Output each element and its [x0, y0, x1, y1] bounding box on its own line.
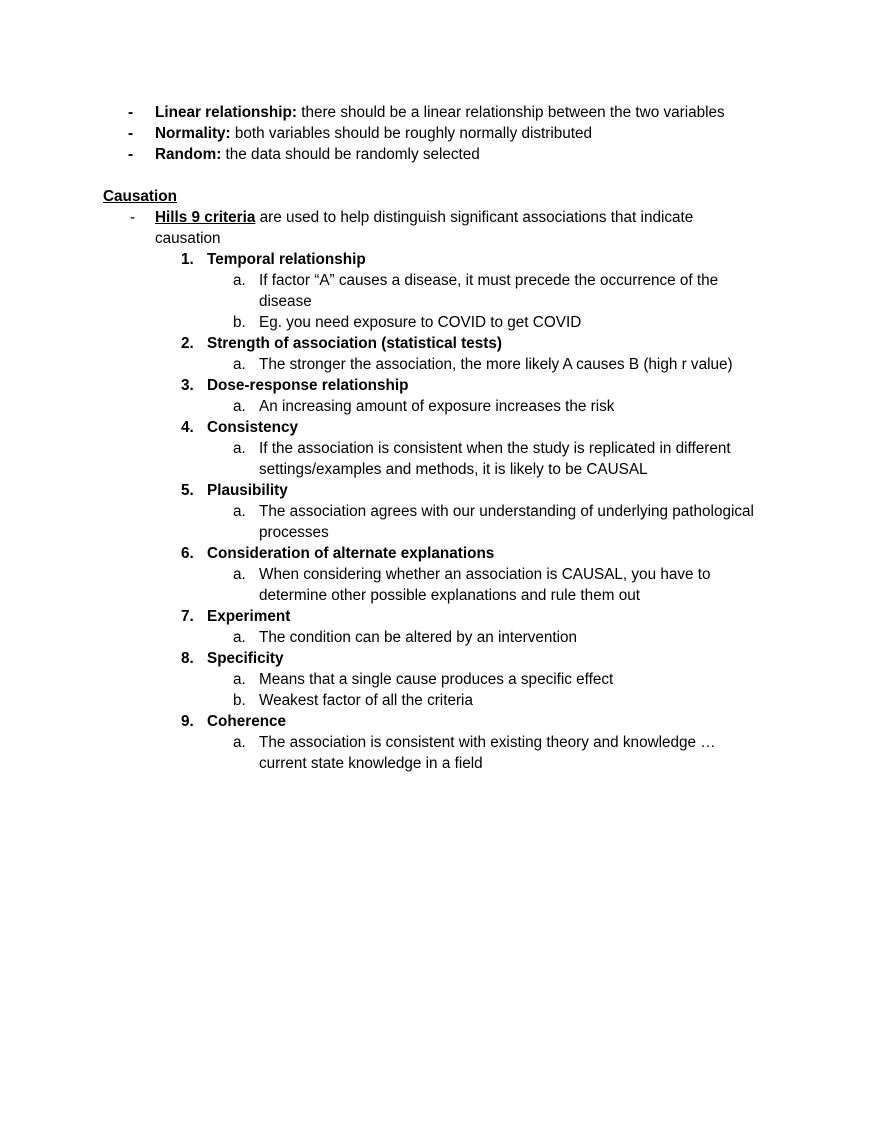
point-text: If the association is consistent when the study is replicated in different — [259, 440, 731, 457]
assumption-text: both variables should be roughly normally distributed — [230, 125, 593, 142]
point-letter: a. — [233, 566, 246, 583]
point-letter: a. — [233, 440, 246, 457]
point-text: The condition can be altered by an intervention — [259, 629, 578, 646]
point-text: Weakest factor of all the criteria — [259, 692, 473, 709]
assumption-random — [155, 144, 480, 165]
hills-criteria-term: Hills 9 criteria — [155, 209, 256, 226]
criterion-number: 1. — [181, 251, 194, 268]
assumption-term: Random: — [155, 146, 222, 163]
criterion-title: Plausibility — [207, 482, 288, 499]
criterion-title: Specificity — [207, 650, 284, 667]
point-letter: a. — [233, 272, 246, 289]
point-text-continued: processes — [259, 524, 329, 541]
assumption-normality — [155, 123, 592, 144]
point-text: An increasing amount of exposure increases the risk — [259, 398, 615, 415]
point-text: The association is consistent with existing theory and knowledge … — [259, 734, 716, 751]
criterion-title: Consistency — [207, 419, 298, 436]
point-text: Means that a single cause produces a specific effect — [259, 671, 614, 688]
point-letter: a. — [233, 671, 246, 688]
point-letter: b. — [233, 692, 246, 709]
intro-text: are used to help distinguish significant associations that indicate — [255, 209, 694, 226]
point-text: Eg. you need exposure to COVID to get COVID — [259, 314, 582, 331]
point-letter: a. — [233, 734, 246, 751]
criterion-title: Strength of association (statistical tests) — [207, 335, 502, 352]
criterion-number: 4. — [181, 419, 194, 436]
criterion-number: 5. — [181, 482, 194, 499]
assumption-term: Normality: — [155, 125, 231, 142]
bullet-marker: - — [130, 209, 136, 226]
point-text-continued: current state knowledge in a field — [259, 755, 483, 772]
point-text-continued: disease — [259, 293, 312, 310]
assumption-linear — [155, 102, 725, 123]
point-letter: a. — [233, 629, 246, 646]
point-text: The stronger the association, the more likely A causes B (high r value) — [259, 356, 733, 373]
point-letter: b. — [233, 314, 246, 331]
criterion-title: Consideration of alternate explanations — [207, 545, 495, 562]
bullet-marker: - — [128, 104, 134, 121]
criterion-number: 3. — [181, 377, 194, 394]
criterion-number: 7. — [181, 608, 194, 625]
intro-text-continued: causation — [155, 230, 221, 247]
hills-criteria-intro — [155, 207, 693, 228]
assumption-term: Linear relationship: — [155, 104, 297, 121]
point-text-continued: determine other possible explanations and rule them out — [259, 587, 640, 604]
point-letter: a. — [233, 398, 246, 415]
section-heading-causation: Causation — [103, 188, 177, 205]
criterion-title: Coherence — [207, 713, 287, 730]
assumption-text: the data should be randomly selected — [221, 146, 480, 163]
point-text: When considering whether an association is CAUSAL, you have to — [259, 566, 711, 583]
point-text: If factor “A” causes a disease, it must precede the occurrence of the — [259, 272, 719, 289]
criterion-title: Dose-response relationship — [207, 377, 409, 394]
criterion-number: 6. — [181, 545, 194, 562]
bullet-marker: - — [128, 146, 134, 163]
criterion-number: 8. — [181, 650, 194, 667]
bullet-marker: - — [128, 125, 134, 142]
point-letter: a. — [233, 356, 246, 373]
criterion-number: 2. — [181, 335, 194, 352]
point-text: The association agrees with our understanding of underlying pathological — [259, 503, 754, 520]
criterion-title: Experiment — [207, 608, 291, 625]
point-text-continued: settings/examples and methods, it is likely to be CAUSAL — [259, 461, 648, 478]
assumption-text: there should be a linear relationship between the two variables — [296, 104, 725, 121]
point-letter: a. — [233, 503, 246, 520]
criterion-title: Temporal relationship — [207, 251, 366, 268]
criterion-number: 9. — [181, 713, 194, 730]
